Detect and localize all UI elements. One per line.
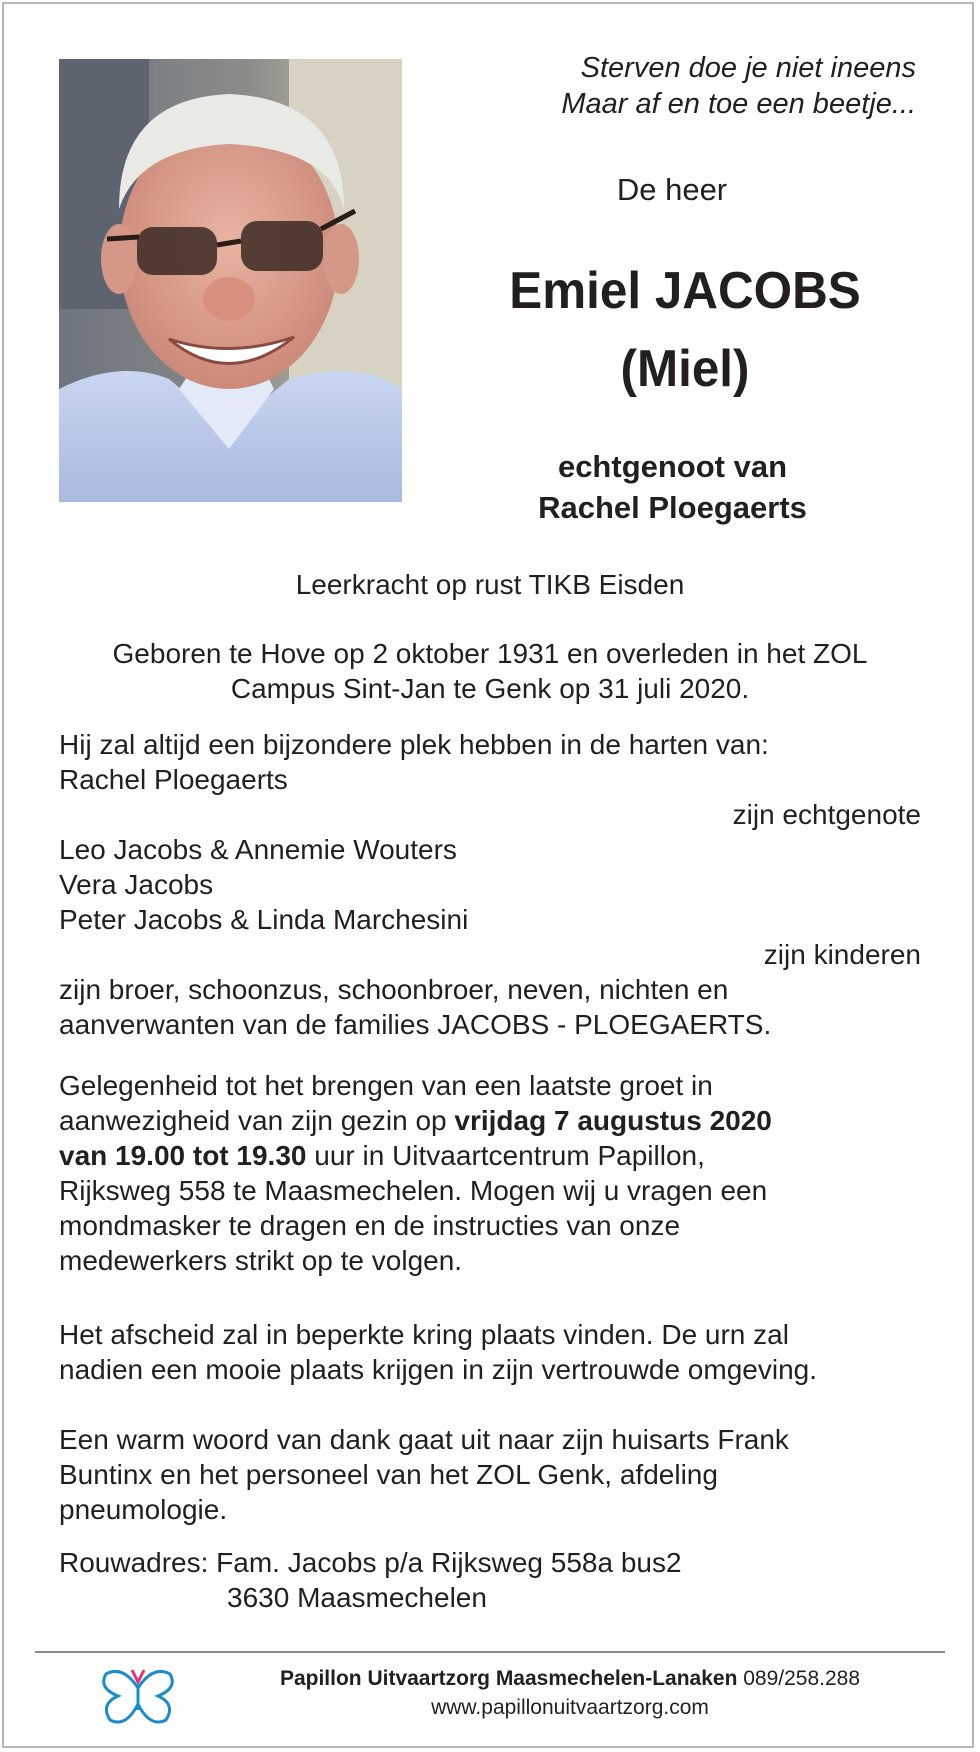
- salutation: De heer: [616, 172, 728, 207]
- footer-divider: [35, 1651, 945, 1653]
- visitation-line-2: [59, 1103, 921, 1138]
- family-spouse-role: zijn echtgenote: [732, 799, 921, 830]
- butterfly-logo-icon: [98, 1660, 178, 1730]
- family-others-line-2: aanverwanten van de families JACOBS - PLOEGAERTS.: [59, 1009, 772, 1040]
- visitation-time: van 19.00 tot 19.30: [59, 1140, 307, 1171]
- visitation-line-4: Rijksweg 558 te Maasmechelen. Mogen wij u vragen een: [59, 1175, 768, 1206]
- visitation-date: vrijdag 7 augustus 2020: [454, 1105, 772, 1136]
- spouse-label: echtgenoot van: [557, 449, 788, 484]
- family-others-line-1: zijn broer, schoonzus, schoonbroer, neven, nichten en: [59, 974, 729, 1005]
- poem-line-2: Maar af en toe een beetje...: [561, 88, 916, 120]
- spouse-block: [470, 446, 875, 528]
- portrait-photo: [59, 59, 402, 502]
- thanks-line-2: Buntinx en het personeel van het ZOL Genk, afdeling: [59, 1459, 718, 1490]
- birth-death-info: [0, 636, 980, 706]
- farewell-line-1: Het afscheid zal in beperkte kring plaats vinden. De urn zal: [59, 1319, 789, 1350]
- deceased-name: [481, 252, 890, 408]
- child-3: Peter Jacobs & Linda Marchesini: [59, 904, 469, 935]
- occupation: Leerkracht op rust TIKB Eisden: [295, 569, 685, 600]
- birth-death-line-2: Campus Sint-Jan te Genk op 31 juli 2020.: [230, 673, 750, 704]
- visitation-line-3: [59, 1138, 921, 1173]
- poem-quote: [561, 50, 916, 122]
- company-website[interactable]: www.papillonuitvaartzorg.com: [431, 1696, 709, 1719]
- visitation-line-2-text: aanwezigheid van zijn gezin op: [59, 1105, 455, 1136]
- thanks-line-3: pneumologie.: [59, 1494, 228, 1525]
- nickname: (Miel): [620, 340, 750, 398]
- visitation-line-5: mondmasker te dragen en de instructies van onze: [59, 1210, 681, 1241]
- poem-line-1: Sterven doe je niet ineens: [580, 52, 916, 84]
- thanks-line-1: Een warm woord van dank gaat uit naar zijn huisarts Frank: [59, 1424, 789, 1455]
- farewell-line-2: nadien een mooie plaats krijgen in zijn vertrouwde omgeving.: [59, 1354, 817, 1385]
- funeral-company: [190, 1665, 950, 1693]
- address-line-2: 3630 Maasmechelen: [227, 1582, 487, 1613]
- visitation-line-3-text: uur in Uitvaartcentrum Papillon,: [306, 1140, 705, 1171]
- thanks-paragraph: [59, 1422, 921, 1527]
- visitation-paragraph: [59, 1068, 921, 1278]
- spouse-name: Rachel Ploegaerts: [538, 490, 807, 525]
- visitation-line-1: Gelegenheid tot het brengen van een laatste groet in: [59, 1070, 713, 1101]
- birth-death-line-1: Geboren te Hove op 2 oktober 1931 en overleden in het ZOL: [112, 638, 868, 669]
- visitation-line-6: medewerkers strikt op te volgen.: [59, 1245, 463, 1276]
- children-role: zijn kinderen: [763, 939, 921, 970]
- child-1: Leo Jacobs & Annemie Wouters: [59, 834, 457, 865]
- family-intro: Hij zal altijd een bijzondere plek hebben in de harten van:: [59, 729, 769, 760]
- full-name: Emiel JACOBS: [509, 262, 861, 320]
- farewell-paragraph: [59, 1317, 921, 1387]
- address-line-1: Rouwadres: Fam. Jacobs p/a Rijksweg 558a bus2: [59, 1547, 682, 1578]
- child-2: Vera Jacobs: [59, 869, 214, 900]
- family-spouse-name: Rachel Ploegaerts: [59, 764, 288, 795]
- company-name: Papillon Uitvaartzorg Maasmechelen-Lanaken: [279, 1667, 738, 1690]
- mourning-address: [59, 1545, 921, 1615]
- company-phone: 089/258.288: [737, 1667, 861, 1690]
- family-section: [59, 727, 921, 1042]
